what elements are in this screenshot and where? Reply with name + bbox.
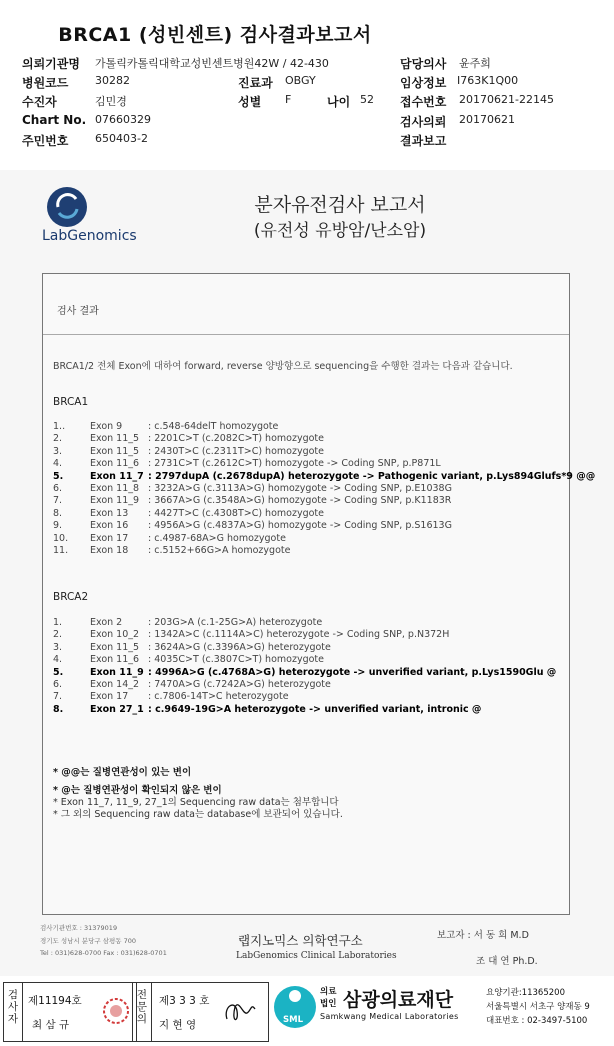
brca1-variant-number: 5.: [53, 470, 64, 482]
label-chart-no: Chart No.: [22, 113, 87, 127]
value-request-date: 20170621: [459, 113, 515, 126]
brca1-variant-number: 10.: [53, 532, 69, 544]
brca1-variant-description: : 4427T>C (c.4308T>C) homozygote: [148, 507, 324, 519]
brca1-variant-exon: Exon 11_9: [90, 495, 140, 507]
specialist-name: 지 현 영: [159, 1019, 197, 1031]
footnote: * @는 질병연관성이 확인되지 않은 변이: [53, 785, 222, 796]
brca2-variant-number: 4.: [53, 654, 63, 666]
brca1-variant-exon: Exon 18: [90, 545, 129, 556]
brca2-variant-exon: Exon 11_9: [90, 666, 144, 678]
brca1-variant-exon: Exon 11_5: [90, 445, 140, 457]
brca1-heading: BRCA1: [53, 396, 89, 408]
brca2-variant-number: 6.: [53, 679, 63, 690]
brca2-variant-description: : c.9649-19G>A heterozygote -> unverified variant, intronic @: [148, 703, 482, 715]
label-receipt-no: 접수번호: [400, 95, 447, 109]
brca2-variant-exon: Exon 11_6: [90, 654, 140, 666]
examiner-license: 제11194호: [28, 995, 82, 1007]
brca2-variant-description: : 4035C>T (c.3807C>T) homozygote: [148, 654, 324, 666]
brca1-variant-number: 7.: [53, 495, 63, 507]
brca2-variant-exon: Exon 14_2: [90, 679, 140, 690]
value-sex: F: [285, 93, 292, 106]
value-patient: 김민경: [95, 95, 127, 108]
label-department: 진료과: [238, 76, 273, 90]
org-name: 삼광의료재단: [343, 989, 454, 1011]
brca2-variant-exon: Exon 27_1: [90, 703, 144, 715]
brca2-variant-number: 2.: [53, 629, 63, 641]
brca1-variant-number: 9.: [53, 520, 63, 532]
org-label-2: 법인: [320, 999, 337, 1009]
brca1-variant-description: : 2201C>T (c.2082C>T) homozygote: [148, 433, 324, 445]
sml-logo-text: SML: [283, 1015, 303, 1025]
label-request-date: 검사의뢰: [400, 115, 447, 129]
brca1-variant-number: 6.: [53, 483, 63, 494]
logo-text: LabGenomics: [42, 228, 137, 244]
brca1-variant-description: : c.4987-68A>G homozygote: [148, 532, 286, 544]
value-chart-no: 07660329: [95, 113, 151, 126]
brca1-variant-description: : 2731C>T (c.2612C>T) homozygote -> Coding SNP, p.P871L: [148, 458, 441, 470]
report-page: [0, 170, 614, 976]
seal-stamp-icon: [102, 993, 130, 1029]
footnote: * @@는 질병연관성이 있는 변이: [53, 767, 192, 778]
brca2-variant-exon: Exon 2: [90, 617, 123, 628]
brca2-variant-description: : 4996A>G (c.4768A>G) heterozygote -> unverified variant, p.Lys1590Glu @: [148, 666, 557, 678]
brca2-variant-exon: Exon 10_2: [90, 629, 140, 641]
value-institution: 가톨릭카톨릭대학교성빈센트병원42W / 42-430: [95, 57, 329, 70]
brca2-variant-number: 1.: [53, 617, 63, 628]
labgenomics-logo-icon: [38, 185, 148, 260]
org-phone: 대표번호 : 02-3497-5100: [486, 1016, 588, 1026]
label-result-report: 결과보고: [400, 134, 447, 148]
value-doctor: 윤주희: [459, 57, 491, 70]
report-title: BRCA1 (성빈센트) 검사결과보고서: [58, 24, 372, 46]
intro-text: BRCA1/2 전체 Exon에 대하여 forward, reverse 양방향으로 sequencing을 수행한 결과는 다음과 같습니다.: [53, 361, 513, 372]
org-code: 요양기관:11365200: [486, 988, 565, 998]
lab-name-korean: 랩지노믹스 의학연구소: [238, 933, 363, 948]
label-clinical-info: 임상정보: [400, 76, 447, 90]
value-clinical-info: I763K1Q00: [457, 74, 519, 87]
brca1-variant-number: 2.: [53, 433, 63, 445]
handwritten-signature-icon: [221, 993, 261, 1031]
label-hospital-code: 병원코드: [22, 76, 69, 90]
label-age: 나이: [327, 95, 351, 109]
brca2-variant-number: 8.: [53, 703, 64, 715]
specialist-vertical-label: 전 문 의: [136, 989, 148, 1025]
brca1-variant-exon: Exon 11_6: [90, 458, 140, 470]
value-age: 52: [360, 93, 374, 106]
examiner-vertical-label: 검 사 자: [7, 989, 19, 1025]
value-department: OBGY: [285, 74, 316, 87]
footnote: * 그 외의 Sequencing raw data는 database에 보관되어 있습니다.: [53, 809, 343, 820]
label-institution: 의뢰기관명: [22, 57, 80, 71]
signature-box-examiner: [3, 982, 137, 1042]
org-label-1: 의료: [320, 987, 337, 997]
brca2-variant-number: 5.: [53, 666, 64, 678]
brca1-variant-description: : 2430T>C (c.2311T>C) homozygote: [148, 445, 324, 457]
lab-address: 경기도 성남시 분당구 삼평동 700: [40, 937, 137, 945]
brca2-variant-description: : 1342A>C (c.1114A>C) heterozygote -> Coding SNP, p.N372H: [148, 629, 450, 641]
brca2-variant-description: : 3624A>G (c.3396A>G) heterozygote: [148, 641, 331, 653]
brca1-variant-exon: Exon 11_7: [90, 470, 144, 482]
brca2-variant-exon: Exon 11_5: [90, 641, 140, 653]
brca2-variant-number: 7.: [53, 691, 63, 703]
org-address: 서울특별시 서초구 양재동 9: [486, 1002, 590, 1012]
label-doctor: 담당의사: [400, 57, 447, 71]
brca2-variant-exon: Exon 17: [90, 691, 129, 703]
signature-footer: [0, 980, 614, 1046]
brca2-variant-description: : 203G>A (c.1-25G>A) heterozygote: [148, 617, 323, 628]
report-subtitle: (유전성 유방암/난소암): [253, 221, 427, 241]
label-sex: 성별: [238, 95, 262, 109]
value-hospital-code: 30282: [95, 74, 130, 87]
brca1-variant-description: : c.548-64delT homozygote: [148, 421, 279, 432]
value-receipt-no: 20170621-22145: [459, 93, 554, 106]
brca1-variant-description: : c.5152+66G>A homozygote: [148, 545, 291, 556]
brca1-variant-number: 1..: [53, 421, 66, 432]
lab-name-english: LabGenomics Clinical Laboratories: [236, 951, 397, 961]
signature-box-specialist: [132, 982, 269, 1042]
brca1-variant-description: : 4956A>G (c.4837A>G) homozygote -> Coding SNP, p.S1613G: [148, 520, 452, 532]
org-english-name: Samkwang Medical Laboratories: [320, 1012, 459, 1021]
brca2-variant-number: 3.: [53, 641, 63, 653]
brca1-variant-exon: Exon 17: [90, 532, 129, 544]
brca1-variant-number: 4.: [53, 458, 63, 470]
brca1-variant-exon: Exon 9: [90, 421, 123, 432]
results-box: [42, 273, 596, 915]
brca1-variant-description: : 3232A>G (c.3113A>G) homozygote -> Coding SNP, p.E1038G: [148, 483, 452, 494]
brca1-variant-number: 11.: [53, 545, 69, 556]
brca1-variant-exon: Exon 11_8: [90, 483, 140, 494]
specialist-license: 제3 3 3 호: [159, 995, 210, 1007]
footnote: * Exon 11_7, 11_9, 27_1의 Sequencing raw data는 첨부합니다: [53, 797, 339, 808]
brca1-variant-exon: Exon 13: [90, 507, 129, 519]
examiner-name: 최 삼 규: [32, 1019, 70, 1031]
brca1-variant-description: : 2797dupA (c.2678dupA) heterozygote -> Pathogenic variant, p.Lys894Glufs*9 @@: [148, 470, 596, 482]
label-resident-no: 주민번호: [22, 134, 69, 148]
label-patient: 수진자: [22, 95, 57, 109]
brca2-variant-description: : c.7806-14T>C heterozygote: [148, 691, 289, 703]
brca1-variant-description: : 3667A>G (c.3548A>G) homozygote -> Coding SNP, p.K1183R: [148, 495, 452, 507]
lab-phone: Tel : 031)628-0700 Fax : 031)628-0701: [40, 949, 167, 957]
brca1-variant-exon: Exon 11_5: [90, 433, 140, 445]
report-main-title: 분자유전검사 보고서: [254, 194, 426, 216]
reporter-2: 조 대 연 Ph.D.: [476, 956, 538, 967]
brca2-heading: BRCA2: [53, 591, 89, 603]
brca2-variant-description: : 7470A>G (c.7242A>G) heterozygote: [148, 679, 331, 690]
section-divider: [43, 334, 569, 335]
value-resident-no: 650403-2: [95, 132, 148, 145]
lab-registration: 검사기관번호 : 31379019: [40, 924, 118, 932]
brca1-variant-exon: Exon 16: [90, 520, 129, 532]
brca1-variant-number: 8.: [53, 507, 63, 519]
section-heading: 검사 결과: [57, 306, 99, 317]
reporter: 보고자 : 서 동 희 M.D: [437, 930, 529, 941]
brca1-variant-number: 3.: [53, 445, 63, 457]
